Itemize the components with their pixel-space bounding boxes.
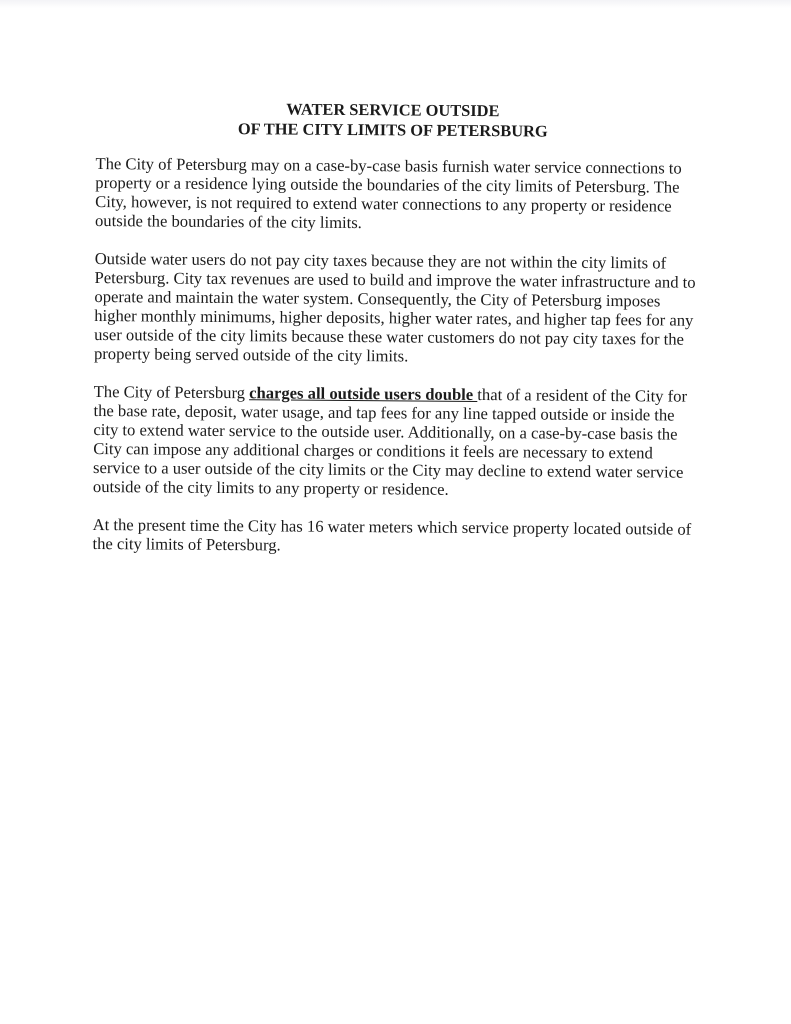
paragraph-meter-count: At the present time the City has 16 water meters which service property located outside of the city limits of Petersburg. xyxy=(92,514,692,555)
title-line-1: WATER SERVICE OUTSIDE xyxy=(286,99,500,121)
paragraph-charges-lead: The City of Petersburg xyxy=(93,381,250,403)
scan-edge-shadow xyxy=(0,0,791,8)
document-body xyxy=(92,98,700,577)
paragraph-eligibility: The City of Petersburg may on a case-by-case basis furnish water service connections to property or a residence lying outside the boundaries of the city limits of Petersburg. The City, however, is not required to extend water connections to any property or residence outside the boundaries of the city limits. xyxy=(94,153,682,233)
paragraph-charges xyxy=(93,382,698,501)
document-title xyxy=(96,98,700,143)
paragraph-charges-rest: that of a resident of the City for the base rate, deposit, water usage, and tap fees for any line tapped outside or inside the city to extend water service to the outside user. Additionally, on a case-by-case basis the City can impose any additional charges or conditions it feels are necessary to extend service to a user outside of the city limits or the City may decline to extend water service outside of the city limits to any property or residence. xyxy=(92,385,688,499)
title-line-2: OF THE CITY LIMITS OF PETERSBURG xyxy=(237,119,548,141)
paragraph-taxes: Outside water users do not pay city taxes because they are not within the city limits of Petersburg. City tax revenues are used to build and improve the water infrastructure and to operate and maintain the water system. Consequently, the City of Petersburg imposes higher monthly minimums, higher deposits, higher water rates, and higher tap fees for any user outside of the city limits because these water customers do not pay city taxes for the property being served outside of the city limits. xyxy=(93,248,696,366)
charges-emphasis: charges all outside users double xyxy=(249,383,478,405)
